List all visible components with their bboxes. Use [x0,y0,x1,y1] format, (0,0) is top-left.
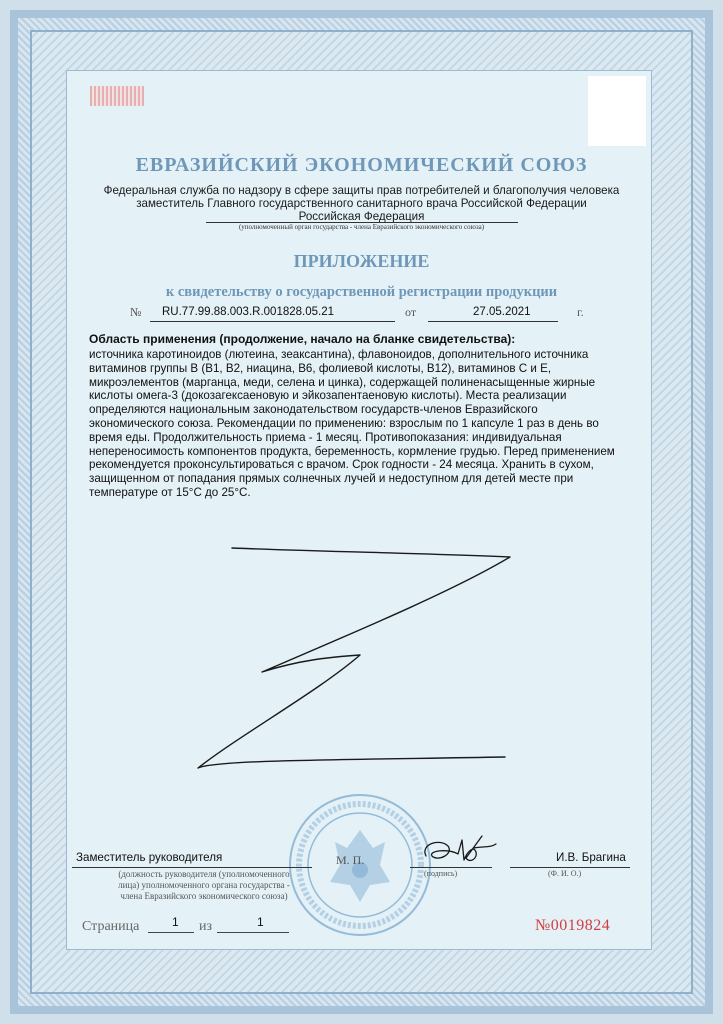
form-serial-number: №0019824 [535,917,611,934]
year-suffix: г. [577,305,584,319]
position-underline [72,867,312,868]
authority-caption: (уполномоченный орган государства - члена Евразийского экономического союза) [238,223,485,231]
authority-line-3: Российская Федерация [298,210,425,223]
handwritten-signature [418,826,498,876]
authority-line-2: заместитель Главного государственного санитарного врача Российской Федерации [136,197,587,210]
page-total: 1 [257,915,264,929]
authority-line-1: Федеральная служба по надзору в сфере защиты прав потребителей и благополучия человека [103,184,620,197]
registration-number: RU.77.99.88.003.R.001828.05.21 [162,306,334,318]
date-label: от [405,305,417,319]
position-caption-line-2: лица) уполномоченного органа государства - [118,880,290,890]
scope-text: источника каротиноидов (лютеина, зеаксантина), флавоноидов, дополнительного источника витаминов группы В (В1, В2, ниацина, В6, фолиевой кислоты, В12), витаминов С и Е, микроэлементов (марганца, меди, селена и цинка), содержащей полиненасыщенные жирные кислоты омега-3 (докозагексаеновую и эйкозапентаеновую кислоты). Места реализации определяются национальным законодательством государств-членов Евразийского экономического союза. Рекомендации по применению: взрослым по 1 капсуле 1 раз в день во время еды. Продолжительность приема - 1 месяц. Противопоказания: индивидуальная непереносимость компонентов продукта, беременность, кормление грудью. Перед применением рекомендуется проконсультироваться с врачом. Срок годности - 24 месяца. Хранить в сухом, защищенном от попадания прямых солнечных лучей и недоступном для детей месте при температуре от 15°С до 25°С. [89,348,615,499]
page-total-underline [217,932,289,933]
page-current: 1 [172,915,179,929]
position-caption-line-3: члена Евразийского экономического союза) [120,891,288,901]
signer-position: Заместитель руководителя [76,851,223,864]
page-current-underline [148,932,194,933]
name-caption: (Ф. И. О.) [548,869,582,878]
scope-heading: Область применения (продолжение, начало на бланке свидетельства): [89,332,516,346]
page-label: Страница [82,919,140,934]
registration-date: 27.05.2021 [473,306,531,318]
name-underline [510,867,630,868]
page-of-label: из [199,919,213,934]
number-label: № [130,305,142,319]
signer-name: И.В. Брагина [556,851,626,864]
appendix-title: ПРИЛОЖЕНИЕ [293,251,430,271]
position-caption [70,869,338,902]
union-title: ЕВРАЗИЙСКИЙ ЭКОНОМИЧЕСКИЙ СОЮЗ [135,154,588,176]
appendix-subtitle: к свидетельству о государственной регистрации продукции [165,284,558,300]
stamp-place-label: М. П. [336,853,365,867]
signature-caption: (подпись) [424,869,458,878]
position-caption-line-1: (должность руководителя (уполномоченного [118,869,290,879]
